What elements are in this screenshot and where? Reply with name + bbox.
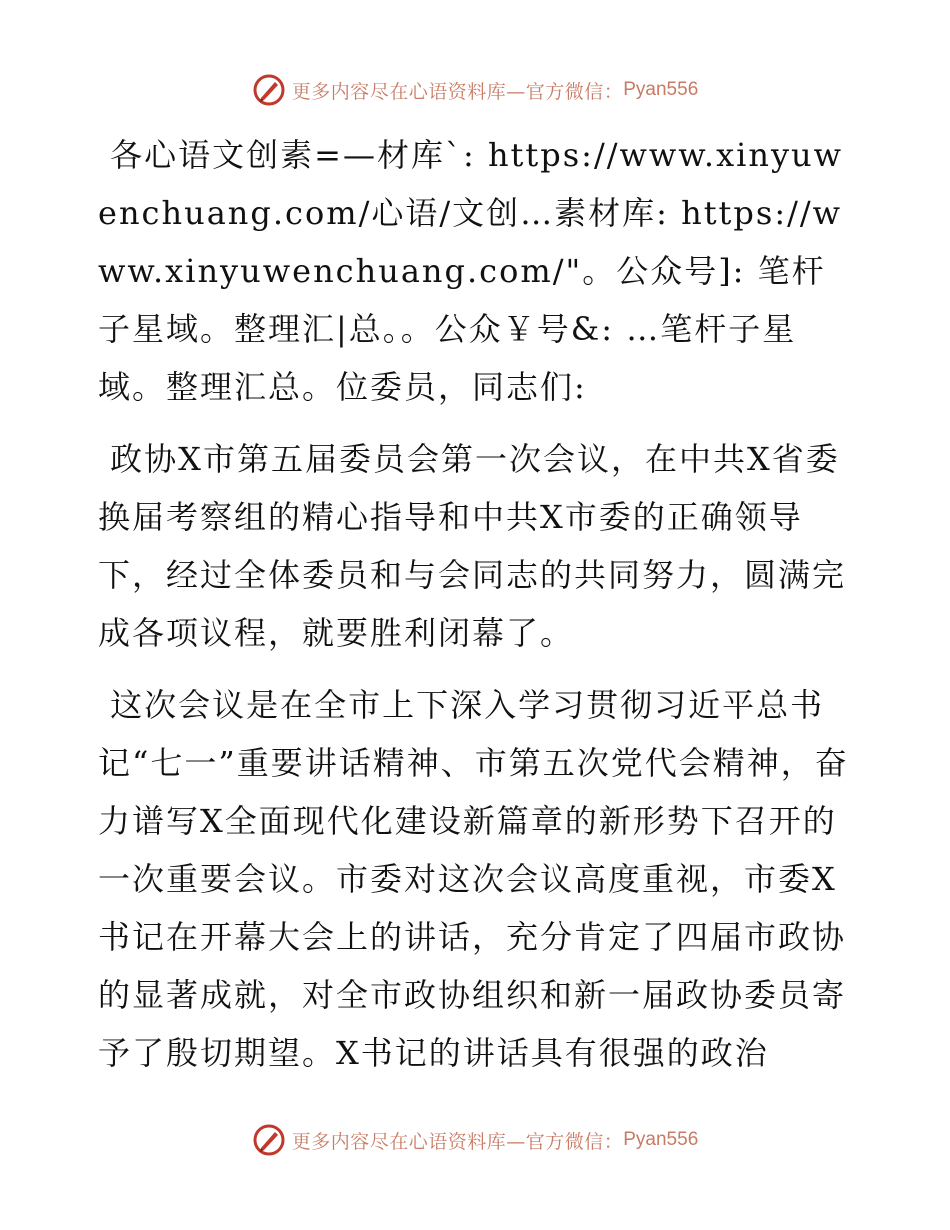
document-body xyxy=(98,126,858,1096)
footer-watermark xyxy=(0,1120,950,1160)
paragraph-meeting: 这次会议是在全市上下深入学习贯彻习近平总书记“七一”重要讲话精神、市第五次党代会精神，奋力谱写X全面现代化建设新篇章的新形势下召开的一次重要会议。市委对这次会议高度重视，市委X书记在开幕大会上的讲话，充分肯定了四届市政协的显著成就，对全市政协组织和新一届政协委员寄予了殷切期望。X书记的讲话具有很强的政治 xyxy=(98,686,849,1072)
pen-logo-icon xyxy=(252,73,286,107)
watermark-text: 更多内容尽在心语资料库—官方微信： xyxy=(291,80,624,103)
paragraph-opening: 政协X市第五届委员会第一次会议，在中共X省委换届考察组的精心指导和中共X市委的正确领导下，经过全体委员和与会同志的共同努力，圆满完成各项议程，就要胜利闭幕了。 xyxy=(98,440,847,652)
paragraph-header: 各心语文创素=—材库`: https://www.xinyuwenchuang.com/心语/文创…素材库: https://www.xinyuwenchuang.com/"。公众号]: 笔杆子星域。整理汇|总。。公众￥号&: …笔杆子星域。整理汇总。位委员，同志们: xyxy=(98,136,844,406)
watermark-wechat-id: Pyan556 xyxy=(623,79,699,100)
pen-logo-icon xyxy=(252,1123,286,1157)
watermark-text: 更多内容尽在心语资料库—官方微信： xyxy=(291,1130,624,1153)
header-watermark xyxy=(0,70,950,110)
watermark-wechat-id: Pyan556 xyxy=(623,1129,699,1150)
